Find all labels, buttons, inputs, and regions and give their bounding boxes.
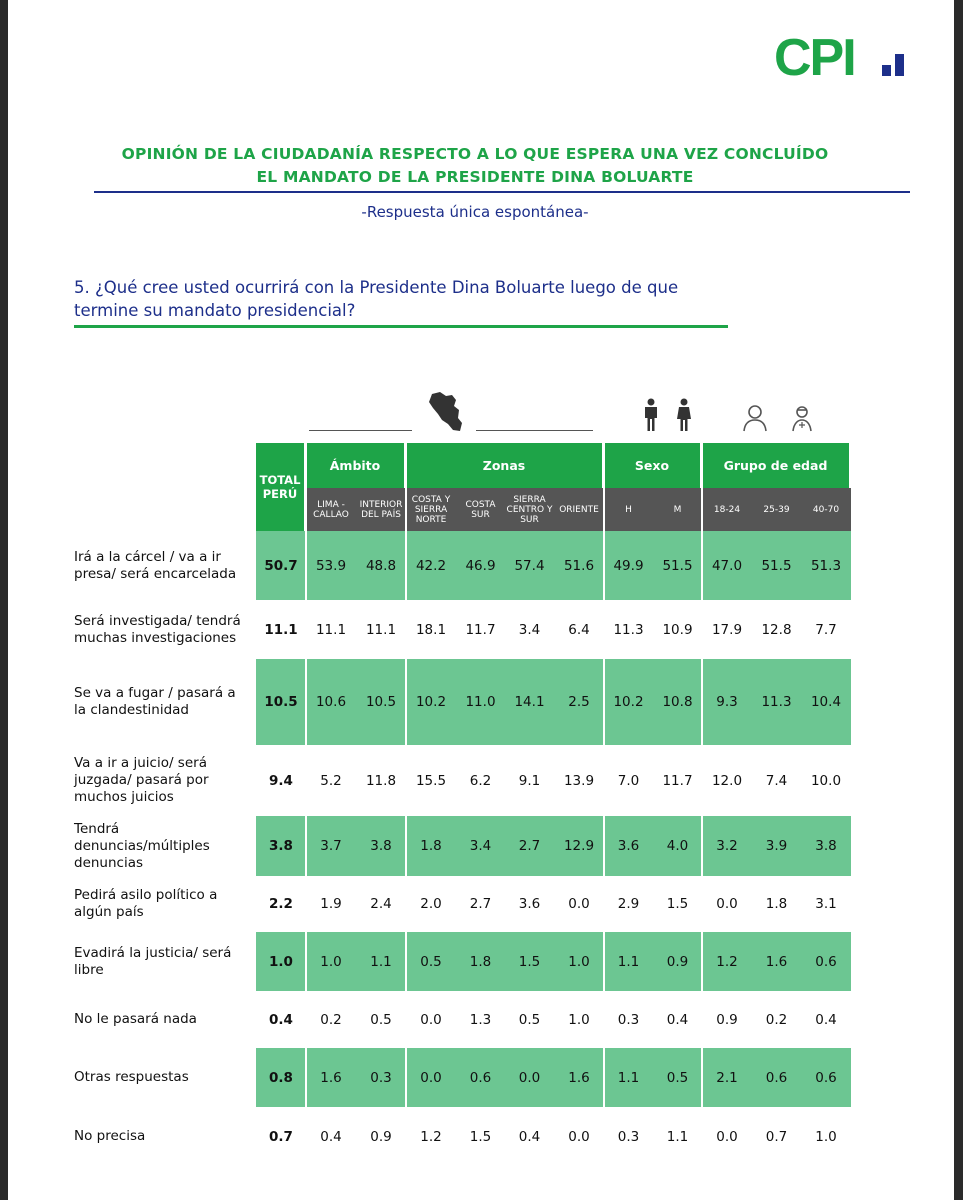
table-cell: 51.3 — [810, 557, 842, 574]
table-cell: 0.7 — [765, 1128, 788, 1145]
table-cell: 0.9 — [666, 953, 689, 970]
table-cell: 0.6 — [815, 953, 837, 970]
table-cell: 3.8 — [370, 838, 392, 854]
table-cell: 51.5 — [761, 557, 792, 574]
table-cell: 42.2 — [415, 557, 447, 574]
table-cell: 0.5 — [370, 1011, 392, 1028]
table-cell: 10.2 — [415, 694, 447, 710]
table-cell: 3.8 — [815, 838, 837, 854]
table-cell: 0.0 — [568, 1128, 590, 1145]
table-cell: 47.0 — [711, 557, 743, 574]
table-cell: 7.0 — [617, 772, 640, 789]
table-cell: 57.4 — [514, 557, 545, 574]
column-separator — [405, 443, 407, 1166]
table-cell: 0.0 — [568, 896, 590, 912]
row-label: Tendrá denuncias/múltiples denuncias — [74, 820, 210, 871]
column-subheader: COSTA Y SIERRA NORTE — [406, 488, 456, 531]
table-cell: 1.8 — [420, 838, 442, 854]
question-text — [74, 276, 754, 322]
question-divider — [74, 325, 728, 328]
column-subheader: INTERIOR DEL PAÍS — [356, 488, 406, 531]
male-icon — [640, 398, 662, 432]
column-subheader: H — [604, 488, 653, 531]
table-cell: 1.0 — [815, 1128, 837, 1145]
table-cell: 2.9 — [617, 896, 640, 912]
page-title — [40, 143, 910, 189]
row-label: Será investigada/ tendrá muchas investigaciones — [74, 612, 241, 646]
group-header: Sexo — [604, 443, 700, 488]
table-cell: 1.0 — [568, 1011, 590, 1028]
row-label: Va a ir a juicio/ será juzgada/ pasará por muchos juicios — [74, 755, 209, 805]
table-cell: 9.1 — [518, 772, 541, 789]
table-cell: 51.6 — [563, 557, 595, 574]
table-cell: 1.3 — [469, 1011, 492, 1028]
table-cell: 10.9 — [662, 621, 693, 638]
table-cell: 9.3 — [716, 694, 738, 710]
table-cell: 0.9 — [370, 1128, 392, 1145]
column-subheader: ORIENTE — [554, 488, 604, 531]
table-cell: 13.9 — [563, 772, 595, 789]
table-cell: 12.8 — [761, 621, 792, 638]
column-subheader: LIMA - CALLAO — [306, 488, 356, 531]
table-cell: 3.1 — [815, 896, 837, 912]
table-cell: 11.0 — [465, 694, 496, 710]
peru-map-icon — [426, 390, 466, 434]
logo-text: CPI — [774, 29, 855, 87]
table-cell: 1.1 — [617, 1069, 640, 1086]
table-cell: 2.1 — [716, 1069, 738, 1086]
logo-bar-short — [882, 65, 891, 76]
table-cell: 53.9 — [315, 557, 347, 574]
table-cell: 5.2 — [320, 772, 342, 789]
table-cell: 0.3 — [370, 1069, 392, 1086]
table-cell: 10.8 — [662, 694, 693, 710]
table-cell: 1.1 — [666, 1128, 689, 1145]
table-cell: 0.0 — [716, 1128, 738, 1145]
row-label: Otras respuestas — [74, 1069, 189, 1085]
table-cell: 0.4 — [666, 1011, 689, 1028]
table-cell: 0.0 — [420, 1069, 442, 1086]
row-label: No le pasará nada — [74, 1011, 197, 1027]
table-cell: 0.3 — [617, 1011, 640, 1028]
cpi-logo — [774, 29, 914, 87]
table-cell: 11.1 — [315, 621, 347, 638]
total-value: 10.5 — [264, 694, 298, 710]
table-cell: 3.7 — [320, 838, 342, 854]
table-cell: 11.7 — [662, 772, 693, 789]
table-cell: 1.5 — [518, 953, 541, 970]
group-header: Zonas — [406, 443, 602, 488]
table-cell: 3.4 — [469, 838, 492, 854]
column-separator — [305, 443, 307, 1166]
table-cell: 4.0 — [666, 838, 689, 854]
table-cell: 3.6 — [617, 838, 640, 854]
table-cell: 11.1 — [365, 621, 397, 638]
table-cell: 1.8 — [765, 896, 788, 912]
table-cell: 1.1 — [617, 953, 640, 970]
group-header: Ámbito — [306, 443, 404, 488]
row-label: Irá a la cárcel / va a ir presa/ será encarcelada — [74, 548, 237, 582]
column-separator — [603, 443, 605, 1166]
young-person-icon — [740, 402, 770, 432]
table-cell: 17.9 — [711, 621, 743, 638]
table-cell: 11.3 — [613, 621, 644, 638]
table-cell: 0.3 — [617, 1128, 640, 1145]
table-cell: 0.5 — [666, 1069, 689, 1086]
column-subheader: SIERRA CENTRO Y SUR — [505, 488, 554, 531]
table-cell: 10.2 — [613, 694, 644, 710]
table-cell: 3.6 — [518, 896, 541, 912]
table-cell: 11.7 — [465, 621, 496, 638]
table-cell: 0.6 — [815, 1069, 837, 1086]
logo-bar-tall — [895, 54, 904, 76]
row-label: Pedirá asilo político a algún país — [74, 887, 218, 920]
total-value: 11.1 — [264, 621, 298, 638]
elder-person-icon — [790, 404, 814, 432]
total-value: 3.8 — [269, 838, 293, 854]
table-cell: 0.5 — [518, 1011, 541, 1028]
table-cell: 11.3 — [761, 694, 792, 710]
table-cell: 11.8 — [365, 772, 397, 789]
table-cell: 10.5 — [365, 694, 397, 710]
table-cell: 1.0 — [568, 953, 590, 970]
table-cell: 7.4 — [765, 772, 788, 789]
table-cell: 15.5 — [415, 772, 447, 789]
total-value: 2.2 — [269, 896, 293, 912]
total-value: 50.7 — [264, 557, 298, 574]
total-peru-header: TOTAL PERÚ — [256, 443, 304, 531]
table-cell: 2.0 — [420, 896, 442, 912]
table-cell: 1.8 — [469, 953, 492, 970]
total-value: 0.8 — [269, 1069, 293, 1086]
table-cell: 1.5 — [666, 896, 689, 912]
female-icon — [673, 398, 695, 432]
table-cell: 0.0 — [716, 896, 738, 912]
row-label: Evadirá la justicia/ será libre — [74, 944, 232, 978]
table-cell: 0.5 — [420, 953, 442, 970]
question-line-2: termine su mandato presidencial? — [74, 301, 356, 320]
column-subheader: 25-39 — [752, 488, 801, 531]
table-cell: 1.6 — [765, 953, 788, 970]
table-cell: 0.6 — [469, 1069, 492, 1086]
column-subheader: COSTA SUR — [456, 488, 505, 531]
table-cell: 0.4 — [320, 1128, 342, 1145]
decorative-line-left — [309, 430, 412, 431]
table-cell: 51.5 — [662, 557, 693, 574]
total-value: 1.0 — [269, 953, 293, 970]
table-cell: 12.0 — [711, 772, 743, 789]
table-cell: 1.1 — [370, 953, 392, 970]
table-cell: 3.2 — [716, 838, 738, 854]
table-cell: 0.2 — [320, 1011, 342, 1028]
table-cell: 1.6 — [568, 1069, 590, 1086]
table-cell: 10.6 — [315, 694, 347, 710]
table-cell: 3.4 — [518, 621, 541, 638]
column-subheader: M — [653, 488, 702, 531]
table-cell: 0.4 — [815, 1011, 837, 1028]
table-cell: 0.0 — [420, 1011, 442, 1028]
total-value: 0.7 — [269, 1128, 293, 1145]
row-label: Se va a fugar / pasará a la clandestinidad — [74, 685, 236, 718]
total-value: 9.4 — [269, 772, 293, 789]
question-line-1: 5. ¿Qué cree usted ocurrirá con la Presidente Dina Boluarte luego de que — [74, 278, 679, 297]
decorative-line-right — [476, 430, 593, 431]
table-cell: 1.2 — [420, 1128, 442, 1145]
column-subheader: 40-70 — [801, 488, 851, 531]
table-cell: 1.6 — [320, 1069, 342, 1086]
table-cell: 48.8 — [365, 557, 397, 574]
table-cell: 12.9 — [563, 838, 595, 854]
table-cell: 10.0 — [810, 772, 842, 789]
total-value: 0.4 — [269, 1011, 293, 1028]
table-cell: 7.7 — [815, 621, 837, 638]
table-cell: 0.0 — [518, 1069, 541, 1086]
table-cell: 0.9 — [716, 1011, 738, 1028]
table-cell: 0.4 — [518, 1128, 541, 1145]
table-cell: 0.6 — [765, 1069, 788, 1086]
column-separator — [701, 443, 703, 1166]
title-line-2: EL MANDATO DE LA PRESIDENTE DINA BOLUARTE — [256, 168, 694, 186]
table-cell: 2.7 — [469, 896, 492, 912]
title-line-1: OPINIÓN DE LA CIUDADANÍA RESPECTO A LO QUE ESPERA UNA VEZ CONCLUÍDO — [121, 145, 829, 163]
table-cell: 1.5 — [469, 1128, 492, 1145]
column-subheader: 18-24 — [702, 488, 752, 531]
table-cell: 2.7 — [518, 838, 541, 854]
table-cell: 49.9 — [613, 557, 644, 574]
table-cell: 6.4 — [568, 621, 590, 638]
table-cell: 6.2 — [469, 772, 492, 789]
table-cell: 0.2 — [765, 1011, 788, 1028]
table-cell: 2.4 — [370, 896, 392, 912]
table-cell: 18.1 — [415, 621, 447, 638]
table-cell: 1.2 — [716, 953, 738, 970]
table-cell: 3.9 — [765, 838, 788, 854]
table-cell: 14.1 — [514, 694, 545, 710]
row-label: No precisa — [74, 1128, 146, 1144]
table-cell: 10.4 — [810, 694, 842, 710]
table-cell: 1.0 — [320, 953, 342, 970]
table-cell: 46.9 — [465, 557, 496, 574]
table-cell: 1.9 — [320, 896, 342, 912]
table-cell: 2.5 — [568, 694, 590, 710]
title-divider — [94, 191, 910, 193]
group-header: Grupo de edad — [702, 443, 849, 488]
subtitle: -Respuesta única espontánea- — [361, 203, 589, 221]
